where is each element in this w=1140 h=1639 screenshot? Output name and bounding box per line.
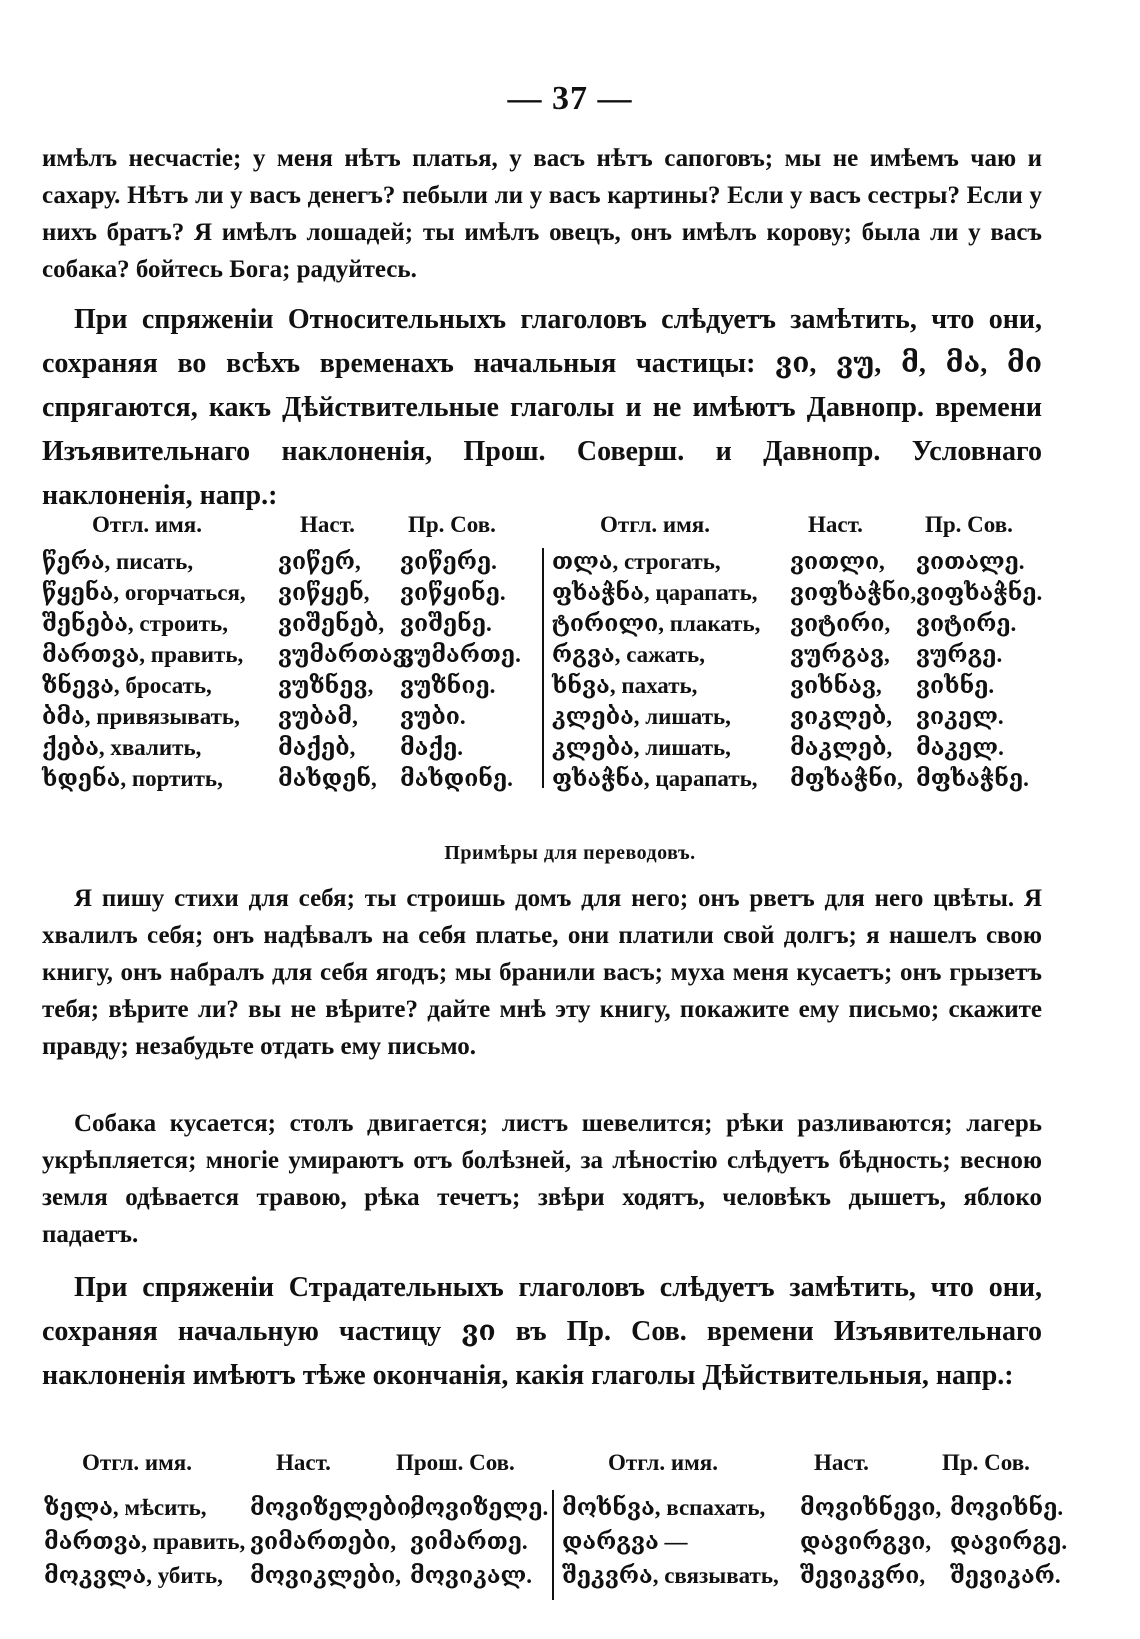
table1-cell: მახდენ, — [278, 766, 377, 791]
table1-cell: ვუზნიე. — [400, 673, 496, 698]
table1-header-present-right: Наст. — [808, 512, 863, 537]
table2-cell: შეკვრა, связывать, — [562, 1563, 779, 1588]
table1-cell: მაკლებ, — [790, 735, 893, 760]
table1-cell: ვიტირე. — [916, 611, 1017, 636]
table1-cell: მართვა, править, — [42, 642, 244, 667]
table1-cell: ფხაჭნა, царапать, — [552, 580, 758, 605]
table1-cell: წერა, писать, — [42, 549, 194, 574]
table1-cell: ტირილი, плакать, — [552, 611, 761, 636]
table2-cell: მოხნვა, вспахать, — [562, 1495, 766, 1520]
table1-cell: წყენა, огорчаться, — [42, 580, 246, 605]
table1-cell: ვიწერე. — [400, 549, 497, 574]
table2-cell: მოვიზელე. — [410, 1495, 549, 1520]
page-number: — 37 — — [507, 80, 633, 117]
table1-header-past-perfect-right: Пр. Сов. — [925, 512, 1013, 537]
table1-cell: ვურგავ, — [790, 642, 890, 667]
table2-cell: მოვიხნე. — [950, 1495, 1064, 1520]
table2-cell: ვიმართე. — [410, 1529, 528, 1554]
table1-cell: ბმა, привязывать, — [42, 704, 240, 729]
table2-cell: დავირგე. — [950, 1529, 1068, 1554]
table1-cell: ვიკლებ, — [790, 704, 892, 729]
paragraph-1 — [42, 140, 1042, 288]
table1-cell: მაქებ, — [278, 735, 356, 760]
table1-cell: ვიტირი, — [790, 611, 891, 636]
table1-cell: ვიფხაჭნე. — [916, 580, 1043, 605]
table1-header-past-perfect: Пр. Сов. — [408, 512, 496, 537]
table1-cell: ვიშენებ, — [278, 611, 385, 636]
table1-cell: ვიხნავ, — [790, 673, 882, 698]
table1-cell: ვითლი, — [790, 549, 885, 574]
table1-cell: რგვა, сажать, — [552, 642, 705, 667]
table2-cell: დავირგვი, — [800, 1529, 932, 1554]
table1-cell: მახდინე. — [400, 766, 513, 791]
table2-header-past-perfect-right: Пр. Сов. — [942, 1450, 1030, 1475]
table1-cell: ვუმართე. — [400, 642, 521, 667]
table2-header-verbal-noun: Отгл. имя. — [82, 1450, 192, 1475]
paragraph-3 — [42, 880, 1042, 1065]
table1-cell: მაქე. — [400, 735, 463, 760]
table1-cell: კლება, лишать, — [552, 735, 731, 760]
table2-divider — [552, 1490, 554, 1600]
table1-cell: ზნევა, бросать, — [42, 673, 212, 698]
paragraph-5 — [42, 1266, 1042, 1398]
table1-cell: ფხაჭნა, царапать, — [552, 766, 758, 791]
paragraph-2 — [42, 298, 1042, 518]
paragraph-1-text: имѣлъ несчастіе; у меня нѣтъ платья, у васъ нѣтъ сапоговъ; мы не имѣемъ чаю и сахару. Нѣтъ ли у васъ денегъ? пебыли ли у васъ картины? Если у васъ сестры? Если у нихъ братъ? Я имѣлъ лошадей; ты имѣлъ овецъ, онъ имѣлъ корову; была ли у васъ собака? бойтесь Бога; радуйтесь. — [42, 145, 1042, 283]
table1-cell: ვიკელ. — [916, 704, 1004, 729]
paragraph-2-text: При спряженіи Относительныхъ глаголовъ слѣдуетъ замѣтить, что они, сохраняя во всѣхъ временахъ начальныя частицы: ვი, ვუ, მ, მა, მი спрягаются, какъ Дѣйствительные глаголы и не имѣютъ Давнопр. времени Изъявительнаго наклоненія, Прош. Соверш. и Давнопр. Условнаго наклоненія, напр.: — [42, 304, 1042, 511]
table2-header-past-perfect: Прош. Сов. — [396, 1450, 515, 1475]
table1-cell: მფხაჭნი, — [790, 766, 903, 791]
table1-cell: ვუმართავ, — [278, 642, 413, 667]
table1-cell: ქება, хвалить, — [42, 735, 202, 760]
table1-cell: შენება, строить, — [42, 611, 228, 636]
paragraph-4 — [42, 1105, 1042, 1253]
examples-title: Примѣры для переводовъ. — [444, 842, 696, 864]
table1-cell: ვიწერ, — [278, 549, 361, 574]
table1-cell: მფხაჭნე. — [916, 766, 1029, 791]
paragraph-5-text: При спряженіи Страдательныхъ глаголовъ слѣдуетъ замѣтить, что они, сохраняя начальную частицу ვი въ Пр. Сов. времени Изъявительнаго наклоненія имѣютъ тѣже окончанія, какія глаголы Дѣйствительныя, напр.: — [42, 1272, 1042, 1391]
table1-cell: ვიფხაჭნი, — [790, 580, 917, 605]
table2-cell: შევიკვრი, — [800, 1563, 926, 1588]
table1-cell: კლება, лишать, — [552, 704, 731, 729]
table1-cell: ვურგე. — [916, 642, 1003, 667]
paragraph-4-text: Собака кусается; столъ двигается; листъ шевелится; рѣки разливаются; лагерь укрѣпляется; многіе умираютъ отъ болѣзней, за лѣностію слѣдуетъ бѣдность; весною земля одѣвается травою, рѣка течетъ; звѣри ходятъ, человѣкъ дышетъ, яблоко падаетъ. — [42, 1110, 1042, 1248]
table2-cell: მართვა, править, — [44, 1529, 246, 1554]
table1-header-verbal-noun: Отгл. имя. — [92, 512, 202, 537]
table1-header-verbal-noun-right: Отгл. имя. — [600, 512, 710, 537]
table2-cell: მოვიკლები, — [250, 1563, 402, 1588]
table2-header-present: Наст. — [276, 1450, 331, 1475]
table2-cell: შევიკარ. — [950, 1563, 1061, 1588]
table1-cell: ვიწყენ, — [278, 580, 370, 605]
table1-cell: მაკელ. — [916, 735, 1004, 760]
table2-cell: ვიმართები, — [250, 1529, 397, 1554]
table1-cell: ვიშენე. — [400, 611, 492, 636]
table1-cell: თლა, строгать, — [552, 549, 721, 574]
table1-cell: ვითალე. — [916, 549, 1025, 574]
table2-cell: მოვიხნევი, — [800, 1495, 942, 1520]
table1-cell: ხნვა, пахать, — [552, 673, 698, 698]
table2-cell: დარგვა — — [562, 1529, 688, 1554]
table1-divider — [542, 548, 544, 788]
table2-header-present-right: Наст. — [814, 1450, 869, 1475]
table1-cell: ხდენა, портить, — [42, 766, 223, 791]
table1-cell: ვუბი. — [400, 704, 466, 729]
table1-cell: ვიხნე. — [916, 673, 995, 698]
table2-cell: მოკვლა, убить, — [44, 1563, 223, 1588]
table2-header-verbal-noun-right: Отгл. имя. — [608, 1450, 718, 1475]
table1-header-present: Наст. — [300, 512, 355, 537]
table1-cell: ვიწყინე. — [400, 580, 506, 605]
table2-cell: ზელა, мѣсить, — [44, 1495, 207, 1520]
table1-cell: ვუზნევ, — [278, 673, 374, 698]
paragraph-3-text: Я пишу стихи для себя; ты строишь домъ для него; онъ рветъ для него цвѣты. Я хвалилъ себя; онъ надѣвалъ на себя платье, они платили свой долгъ; я нашелъ свою книгу, онъ набралъ для себя ягодъ; мы бранили васъ; муха меня кусаетъ; онъ грызетъ тебя; вѣрите ли? вы не вѣрите? дайте мнѣ эту книгу, покажите ему письмо; скажите правду; незабудьте отдать ему письмо. — [42, 885, 1042, 1060]
table2-cell: მოვიკალ. — [410, 1563, 533, 1588]
table2-cell: მოვიზელები, — [250, 1495, 417, 1520]
table1-cell: ვუბამ, — [278, 704, 358, 729]
